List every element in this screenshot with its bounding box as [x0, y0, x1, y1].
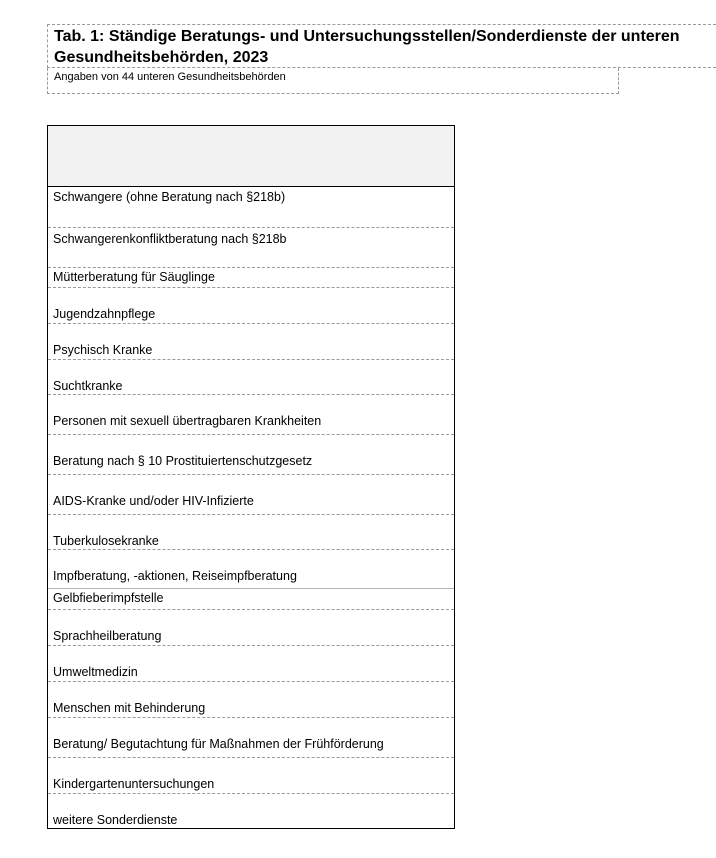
table-row — [48, 718, 454, 758]
table-row — [48, 187, 454, 228]
table-row — [48, 228, 454, 268]
row-label: Suchtkranke — [53, 379, 123, 393]
row-label: Mütterberatung für Säuglinge — [53, 270, 215, 284]
table-row — [48, 475, 454, 515]
table-row — [48, 550, 454, 589]
table-row — [48, 288, 454, 324]
table-row — [48, 395, 454, 435]
table-row — [48, 515, 454, 550]
table-row — [48, 324, 454, 360]
row-label: Schwangerenkonfliktberatung nach §218b — [53, 232, 287, 246]
table-row — [48, 360, 454, 395]
row-label: weitere Sonderdienste — [53, 813, 178, 827]
table-header — [48, 126, 454, 187]
table-subtitle: Angaben von 44 unteren Gesundheitsbehörden — [54, 71, 286, 83]
row-label: Beratung/ Begutachtung für Maßnahmen der Frühförderung — [53, 737, 384, 751]
table-row — [48, 268, 454, 288]
row-label: Psychisch Kranke — [53, 343, 153, 357]
row-label: Umweltmedizin — [53, 665, 138, 679]
row-label: Jugendzahnpflege — [53, 307, 156, 321]
table-row — [48, 610, 454, 646]
table-row — [48, 758, 454, 794]
row-label: Tuberkulosekranke — [53, 534, 159, 548]
title-box — [47, 24, 716, 68]
table-row — [48, 435, 454, 475]
row-label: Menschen mit Behinderung — [53, 701, 206, 715]
row-label: Schwangere (ohne Beratung nach §218b) — [53, 190, 286, 204]
row-label: Personen mit sexuell übertragbaren Krankheiten — [53, 414, 322, 428]
row-label: Impfberatung, -aktionen, Reiseimpfberatung — [53, 569, 297, 583]
row-label: Beratung nach § 10 Prostituiertenschutzgesetz — [53, 454, 313, 468]
row-label: Kindergartenuntersuchungen — [53, 777, 215, 791]
row-label: AIDS-Kranke und/oder HIV-Infizierte — [53, 494, 254, 508]
table-row — [48, 682, 454, 718]
row-label: Gelbfieberimpfstelle — [53, 591, 164, 605]
table-row — [48, 589, 454, 610]
table-title: Tab. 1: Ständige Beratungs- und Untersuchungsstellen/Sonderdienste der unteren Gesundheitsbehörden, 2023 — [54, 28, 680, 66]
table-row — [48, 794, 454, 828]
row-label: Sprachheilberatung — [53, 629, 162, 643]
subtitle-box — [47, 68, 619, 94]
data-table — [47, 125, 455, 829]
table-row — [48, 646, 454, 682]
